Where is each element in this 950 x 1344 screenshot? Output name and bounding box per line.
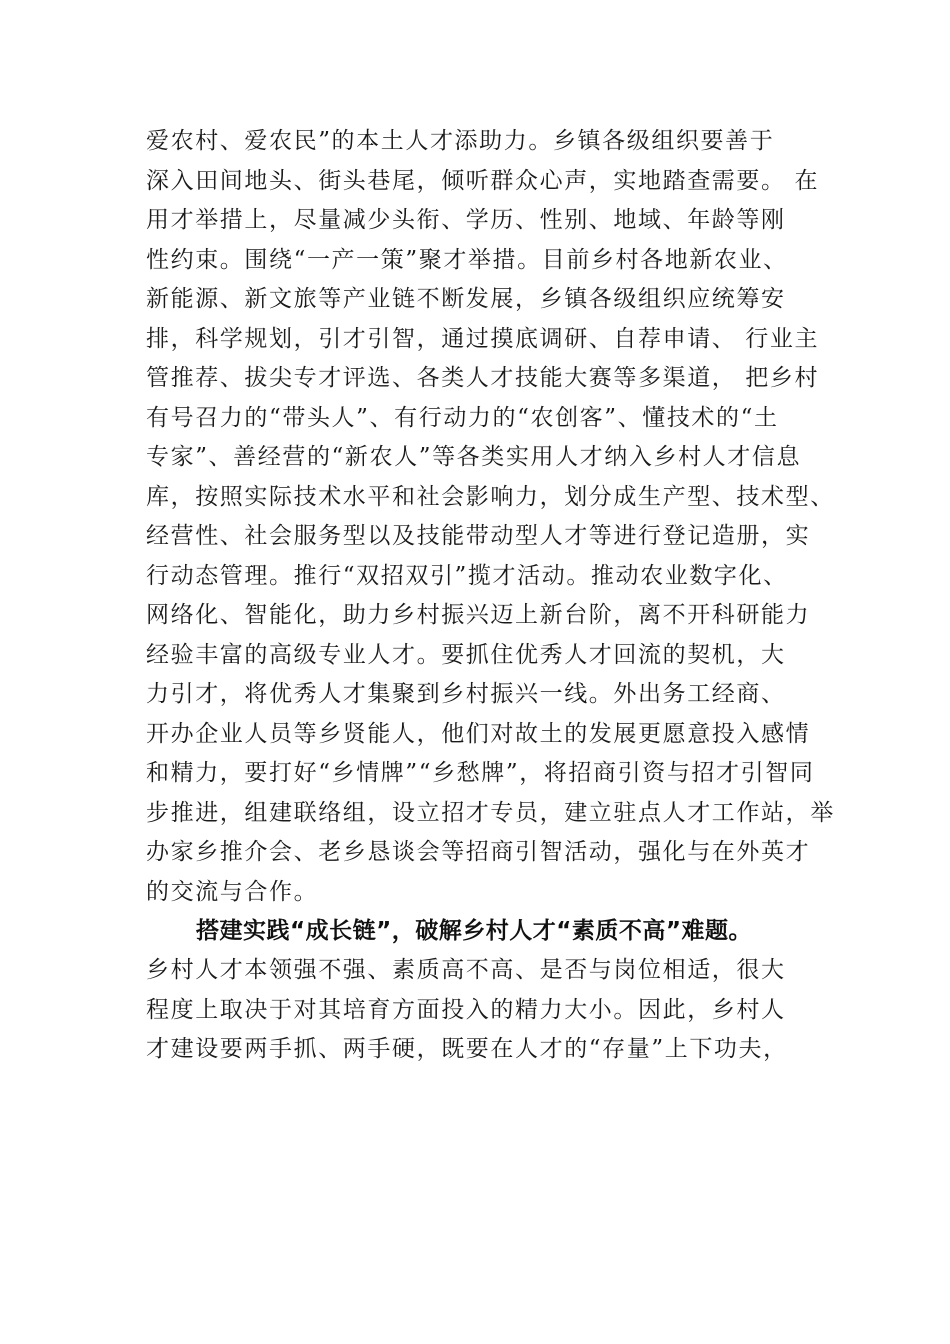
paragraph-line: 性约束。围绕“一产一策”聚才举措。目前乡村各地新农业、 <box>146 247 788 273</box>
paragraph-line: 深入田间地头、街头巷尾，倾听群众心声，实地踏查需要。 在 <box>146 168 820 194</box>
paragraph-line: 办家乡推介会、老乡恳谈会等招商引智活动，强化与在外英才 <box>146 839 811 865</box>
paragraph-line: 乡村人才本领强不强、素质高不高、是否与岗位相适，很大 <box>146 957 786 983</box>
paragraph-line: 力引才，将优秀人才集聚到乡村振兴一线。外出务工经商、 <box>146 681 786 707</box>
paragraph-line: 库，按照实际技术水平和社会影响力，划分成生产型、技术型、 <box>146 484 835 510</box>
paragraph-line: 爱农村、爱农民”的本土人才添助力。乡镇各级组织要善于 <box>146 128 775 154</box>
paragraph-line: 新能源、新文旅等产业链不断发展，乡镇各级组织应统筹安 <box>146 286 786 312</box>
paragraph-line: 行动态管理。推行“双招双引”揽才活动。推动农业数字化、 <box>146 563 788 589</box>
paragraph-line: 才建设要两手抓、两手硬，既要在人才的“存量”上下功夫， <box>146 1036 788 1062</box>
paragraph-line: 步推进，组建联络组，设立招才专员，建立驻点人才工作站，举 <box>146 800 835 826</box>
paragraph-line: 开办企业人员等乡贤能人，他们对故土的发展更愿意投入感情 <box>146 721 811 747</box>
section-heading: 搭建实践“成长链”，破解乡村人才“素质不高”难题。 <box>196 918 752 944</box>
paragraph-line: 和精力，要打好“乡情牌”“乡愁牌”，将招商引资与招才引智同 <box>146 760 815 786</box>
paragraph-line: 用才举措上，尽量减少头衔、学历、性别、地域、年龄等刚 <box>146 207 786 233</box>
paragraph-line: 经验丰富的高级专业人才。要抓住优秀人才回流的契机，大 <box>146 642 786 668</box>
paragraph-line: 有号召力的“带头人”、有行动力的“农创客”、懂技术的“土 <box>146 405 779 431</box>
paragraph-line: 程度上取决于对其培育方面投入的精力大小。因此，乡村人 <box>146 997 786 1023</box>
paragraph-line: 的交流与合作。 <box>146 879 319 905</box>
paragraph-line: 网络化、智能化，助力乡村振兴迈上新台阶，离不开科研能力 <box>146 602 811 628</box>
paragraph-line: 专家”、善经营的“新农人”等各类实用人才纳入乡村人才信息 <box>146 444 802 470</box>
paragraph-line: 排，科学规划，引才引智，通过摸底调研、自荐申请、 行业主 <box>146 326 820 352</box>
paragraph-line: 经营性、社会服务型以及技能带动型人才等进行登记造册，实 <box>146 523 811 549</box>
paragraph-line: 管推荐、拔尖专才评选、各类人才技能大赛等多渠道， 把乡村 <box>146 365 820 391</box>
